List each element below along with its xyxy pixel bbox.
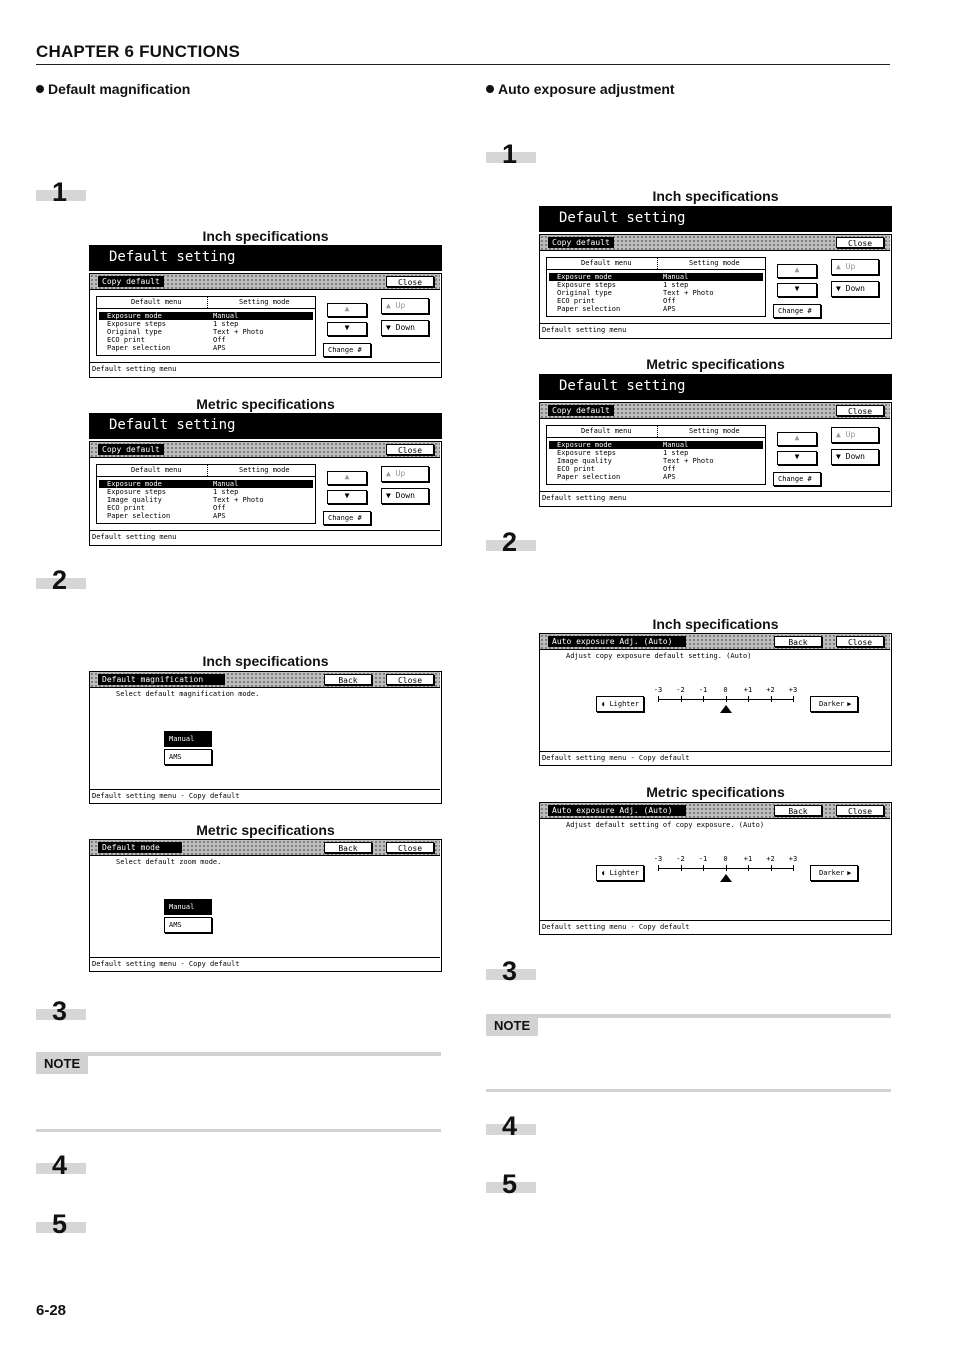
list-item[interactable] [549, 305, 763, 313]
triangle-up-icon: ▲ [386, 301, 396, 310]
menu-item-value: Off [663, 465, 676, 473]
screen-frame [539, 633, 892, 766]
screen-frame [89, 273, 442, 378]
scale-tick [793, 696, 794, 702]
scale-tick [748, 865, 749, 871]
list-item[interactable] [99, 320, 313, 328]
screen-tab-bar [90, 442, 440, 458]
close-button[interactable]: Close [836, 805, 884, 816]
change-label: Change # [778, 475, 812, 483]
column-header-mode: Setting mode [239, 298, 290, 306]
down-button[interactable] [381, 320, 429, 336]
note-bar [36, 1052, 441, 1056]
close-button[interactable]: Close [386, 444, 434, 455]
section-title-default-magnification: Default magnification [36, 81, 190, 97]
list-item[interactable] [99, 504, 313, 512]
scale-tick [681, 865, 682, 871]
menu-item-label: Exposure steps [557, 449, 617, 457]
back-button[interactable]: Back [774, 636, 822, 647]
header-rule [36, 64, 890, 65]
scale-label: 0 [723, 855, 728, 863]
list-header [97, 465, 315, 477]
screen-title: Default setting [89, 413, 442, 439]
list-item[interactable] [549, 465, 763, 473]
default-menu-list [96, 296, 316, 356]
column-divider [207, 465, 208, 476]
menu-item-value: APS [663, 473, 676, 481]
play-icon: ▶ [847, 869, 852, 877]
auto-exposure-screen-metric [539, 802, 892, 935]
triangle-down-icon: ▼ [836, 452, 846, 461]
screen-tab: Auto exposure Adj. (Auto) [548, 805, 686, 816]
change-button[interactable] [323, 343, 371, 357]
scale-tick [793, 865, 794, 871]
step-2: 2 [486, 540, 536, 551]
scale-tick [748, 696, 749, 702]
screen-tab: Default magnification [98, 674, 225, 685]
instruction-text: Select default magnification mode. [116, 690, 260, 698]
list-item[interactable] [549, 273, 763, 281]
up-label: Up [845, 430, 856, 439]
screen-footer: Default setting menu - Copy default [540, 751, 890, 764]
menu-item-label: Paper selection [107, 344, 171, 352]
down-label: Down [845, 452, 865, 461]
menu-item-value: Manual [213, 312, 239, 320]
scroll-up-button[interactable] [777, 264, 817, 278]
instruction-text: Adjust default setting of copy exposure. (Auto) [566, 821, 765, 829]
scale-label: +3 [788, 855, 798, 863]
scale-tick [658, 865, 659, 871]
scroll-down-button[interactable] [327, 322, 367, 336]
change-label: Change # [328, 514, 362, 522]
step-1: 1 [36, 190, 86, 201]
screen-tab-bar [90, 840, 440, 856]
scale-tick [726, 696, 727, 702]
darker-label: Darker [819, 700, 845, 708]
default-setting-screen-inch [539, 206, 892, 339]
menu-item-value: Manual [663, 273, 689, 281]
scale-label: +1 [743, 686, 753, 694]
menu-item-value: Text + Photo [663, 289, 714, 297]
close-button[interactable]: Close [836, 636, 884, 647]
step-2: 2 [36, 578, 86, 589]
screen-title: Default setting [89, 245, 442, 271]
menu-item-label: Exposure mode [557, 441, 612, 449]
up-button[interactable] [381, 466, 429, 482]
menu-item-value: Off [663, 297, 676, 305]
menu-item-label: Image quality [107, 496, 162, 504]
column-header-mode: Setting mode [239, 466, 290, 474]
screen-footer: Default setting menu [90, 362, 440, 376]
caption-metric: Metric specifications [646, 784, 785, 800]
menu-item-label: Exposure mode [557, 273, 612, 281]
close-button[interactable]: Close [836, 405, 884, 416]
triangle-up-icon: ▲ [386, 469, 396, 478]
list-header [547, 426, 765, 438]
menu-item-value: 1 step [663, 449, 689, 457]
triangle-up-icon: ▲ [836, 430, 846, 439]
list-item[interactable] [549, 297, 763, 305]
menu-item-value: 1 step [213, 488, 239, 496]
column-header-menu: Default menu [131, 298, 182, 306]
default-menu-list [96, 464, 316, 524]
step-1: 1 [486, 152, 536, 163]
scroll-up-button[interactable] [777, 432, 817, 446]
scale-tick [681, 696, 682, 702]
menu-item-value: Off [213, 336, 226, 344]
scale-label: +1 [743, 855, 753, 863]
menu-item-label: ECO print [557, 465, 595, 473]
menu-item-value: APS [213, 344, 226, 352]
scale-tick [703, 865, 704, 871]
up-label: Up [395, 301, 406, 310]
back-button[interactable]: Back [774, 805, 822, 816]
step-3: 3 [36, 1009, 86, 1020]
menu-item-value: Text + Photo [213, 496, 264, 504]
triangle-down-icon: ▼ [836, 284, 846, 293]
exposure-indicator-icon [720, 705, 732, 713]
menu-item-label: Paper selection [107, 512, 171, 520]
instruction-text: Adjust copy exposure default setting. (Auto) [566, 652, 752, 660]
screen-tab-bar [540, 403, 890, 419]
triangle-up-icon: ▲ [344, 472, 350, 481]
menu-item-label: Exposure mode [107, 312, 162, 320]
list-item[interactable] [549, 449, 763, 457]
menu-item-label: Exposure steps [107, 488, 167, 496]
menu-item-value: APS [663, 305, 676, 313]
copy-default-tab[interactable]: Copy default [98, 444, 164, 455]
scale-tick [771, 696, 772, 702]
menu-item-value: Text + Photo [213, 328, 264, 336]
column-header-mode: Setting mode [689, 427, 740, 435]
scale-label: +2 [766, 855, 775, 863]
manual-option[interactable]: Manual [164, 899, 212, 915]
scroll-down-button[interactable] [777, 283, 817, 297]
scale-label: -3 [653, 686, 663, 694]
change-label: Change # [328, 346, 362, 354]
list-header [97, 297, 315, 309]
list-header [547, 258, 765, 270]
scroll-up-button[interactable] [327, 471, 367, 485]
screen-tab-bar [90, 274, 440, 290]
list-item[interactable] [549, 441, 763, 449]
screen-tab: Default mode [98, 842, 182, 853]
column-header-menu: Default menu [581, 427, 632, 435]
down-button[interactable] [831, 281, 879, 297]
step-3: 3 [486, 969, 536, 980]
down-button[interactable] [381, 488, 429, 504]
play-icon: ▶ [847, 700, 852, 708]
caption-metric: Metric specifications [646, 356, 785, 372]
scale-tick [703, 696, 704, 702]
half-moon-icon: ◖ [601, 869, 610, 877]
scroll-up-button[interactable] [327, 303, 367, 317]
change-button[interactable] [323, 511, 371, 525]
list-item[interactable] [549, 289, 763, 297]
column-header-menu: Default menu [131, 466, 182, 474]
up-button[interactable] [381, 298, 429, 314]
default-menu-list [546, 257, 766, 317]
back-button[interactable]: Back [324, 842, 372, 853]
menu-item-label: Original type [557, 289, 612, 297]
close-button[interactable]: Close [386, 674, 434, 685]
screen-frame [539, 402, 892, 507]
menu-item-value: 1 step [213, 320, 239, 328]
screen-footer: Default setting menu - Copy default [90, 957, 440, 970]
caption-inch: Inch specifications [652, 188, 779, 204]
menu-item-value: APS [213, 512, 226, 520]
list-item[interactable] [99, 480, 313, 488]
up-label: Up [395, 469, 406, 478]
menu-item-label: ECO print [107, 336, 145, 344]
scale-tick [658, 696, 659, 702]
change-button[interactable] [773, 304, 821, 318]
caption-inch: Inch specifications [202, 228, 329, 244]
screen-footer: Default setting menu [90, 530, 440, 544]
default-magnification-screen-inch [89, 671, 442, 804]
screen-tab: Auto exposure Adj. (Auto) [548, 636, 686, 647]
back-button[interactable]: Back [324, 674, 372, 685]
change-label: Change # [778, 307, 812, 315]
menu-item-value: Manual [213, 480, 239, 488]
list-item[interactable] [99, 496, 313, 504]
lighter-label: Lighter [609, 700, 639, 708]
close-button[interactable]: Close [386, 842, 434, 853]
scale-label: -1 [698, 855, 708, 863]
list-item[interactable] [99, 312, 313, 320]
triangle-down-icon: ▼ [344, 491, 350, 500]
close-button[interactable]: Close [836, 237, 884, 248]
column-divider [657, 426, 658, 437]
caption-inch: Inch specifications [202, 653, 329, 669]
menu-item-value: Off [213, 504, 226, 512]
default-setting-screen-metric [539, 374, 892, 507]
chapter-title: CHAPTER 6 FUNCTIONS [36, 42, 241, 61]
column-header-mode: Setting mode [689, 259, 740, 267]
default-mode-screen-metric [89, 839, 442, 972]
scale-tick [771, 865, 772, 871]
down-button[interactable] [831, 449, 879, 465]
screen-footer: Default setting menu [540, 491, 890, 505]
screen-title: Default setting [539, 374, 892, 400]
note-end-bar [36, 1129, 441, 1132]
column-divider [657, 258, 658, 269]
scale-tick [726, 865, 727, 871]
list-item[interactable] [99, 488, 313, 496]
lighter-button[interactable] [596, 696, 644, 712]
darker-label: Darker [819, 869, 845, 877]
close-button[interactable]: Close [386, 276, 434, 287]
scale-label: -3 [653, 855, 663, 863]
scale-label: +3 [788, 686, 798, 694]
triangle-up-icon: ▲ [794, 433, 800, 442]
down-label: Down [395, 323, 415, 332]
scroll-down-button[interactable] [777, 451, 817, 465]
page-number: 6-28 [36, 1302, 67, 1319]
column-header-menu: Default menu [581, 259, 632, 267]
auto-exposure-screen-inch [539, 633, 892, 766]
up-button[interactable] [831, 427, 879, 443]
note-label: NOTE [36, 1054, 88, 1074]
menu-item-label: Image quality [557, 457, 612, 465]
triangle-up-icon: ▲ [836, 262, 846, 271]
list-item[interactable] [99, 336, 313, 344]
scale-label: 0 [723, 686, 728, 694]
menu-item-label: Paper selection [557, 473, 621, 481]
section-title-auto-exposure: Auto exposure adjustment [486, 81, 675, 97]
manual-option[interactable]: Manual [164, 731, 212, 747]
triangle-down-icon: ▼ [386, 491, 396, 500]
screen-frame [539, 234, 892, 339]
scale-label: -2 [676, 855, 685, 863]
scale-label: -1 [698, 686, 708, 694]
up-button[interactable] [831, 259, 879, 275]
instruction-text: Select default zoom mode. [116, 858, 222, 866]
half-moon-icon: ◖ [601, 700, 610, 708]
menu-item-label: Exposure steps [557, 281, 617, 289]
exposure-indicator-icon [720, 874, 732, 882]
menu-item-label: ECO print [107, 504, 145, 512]
screen-tab-bar [540, 634, 890, 650]
list-item[interactable] [99, 328, 313, 336]
caption-metric: Metric specifications [196, 822, 335, 838]
triangle-up-icon: ▲ [794, 265, 800, 274]
list-item[interactable] [549, 457, 763, 465]
caption-inch: Inch specifications [652, 616, 779, 632]
default-setting-screen-metric [89, 413, 442, 546]
triangle-down-icon: ▼ [794, 452, 800, 461]
note-label: NOTE [486, 1016, 538, 1036]
up-label: Up [845, 262, 856, 271]
triangle-down-icon: ▼ [344, 323, 350, 332]
list-item[interactable] [99, 512, 313, 520]
menu-item-value: Text + Photo [663, 457, 714, 465]
lighter-button[interactable] [596, 865, 644, 881]
menu-item-value: Manual [663, 441, 689, 449]
screen-tab-bar [540, 235, 890, 251]
down-label: Down [845, 284, 865, 293]
caption-metric: Metric specifications [196, 396, 335, 412]
screen-frame [89, 671, 442, 804]
list-item[interactable] [549, 473, 763, 481]
step-5: 5 [36, 1222, 86, 1233]
menu-item-label: Exposure steps [107, 320, 167, 328]
scroll-down-button[interactable] [327, 490, 367, 504]
screen-tab-bar [540, 803, 890, 819]
menu-item-label: Exposure mode [107, 480, 162, 488]
triangle-down-icon: ▼ [794, 284, 800, 293]
change-button[interactable] [773, 472, 821, 486]
copy-default-tab[interactable]: Copy default [548, 237, 614, 248]
copy-default-tab[interactable]: Copy default [98, 276, 164, 287]
darker-button[interactable] [810, 865, 858, 881]
step-4: 4 [36, 1163, 86, 1174]
copy-default-tab[interactable]: Copy default [548, 405, 614, 416]
screen-frame [539, 802, 892, 935]
darker-button[interactable] [810, 696, 858, 712]
screen-footer: Default setting menu [540, 323, 890, 337]
down-label: Down [395, 491, 415, 500]
default-menu-list [546, 425, 766, 485]
step-5: 5 [486, 1182, 536, 1193]
screen-tab-bar [90, 672, 440, 688]
menu-item-label: ECO print [557, 297, 595, 305]
triangle-up-icon: ▲ [344, 304, 350, 313]
note-end-bar [486, 1089, 891, 1092]
menu-item-value: 1 step [663, 281, 689, 289]
list-item[interactable] [99, 344, 313, 352]
note-bar [486, 1014, 891, 1018]
scale-label: -2 [676, 686, 685, 694]
ams-option[interactable]: AMS [164, 749, 212, 765]
step-4: 4 [486, 1124, 536, 1135]
lighter-label: Lighter [609, 869, 639, 877]
screen-frame [89, 441, 442, 546]
column-divider [207, 297, 208, 308]
screen-footer: Default setting menu - Copy default [90, 789, 440, 802]
default-setting-screen-inch [89, 245, 442, 378]
screen-footer: Default setting menu - Copy default [540, 920, 890, 933]
ams-option[interactable]: AMS [164, 917, 212, 933]
list-item[interactable] [549, 281, 763, 289]
menu-item-label: Paper selection [557, 305, 621, 313]
screen-frame [89, 839, 442, 972]
triangle-down-icon: ▼ [386, 323, 396, 332]
screen-title: Default setting [539, 206, 892, 232]
scale-label: +2 [766, 686, 775, 694]
menu-item-label: Original type [107, 328, 162, 336]
